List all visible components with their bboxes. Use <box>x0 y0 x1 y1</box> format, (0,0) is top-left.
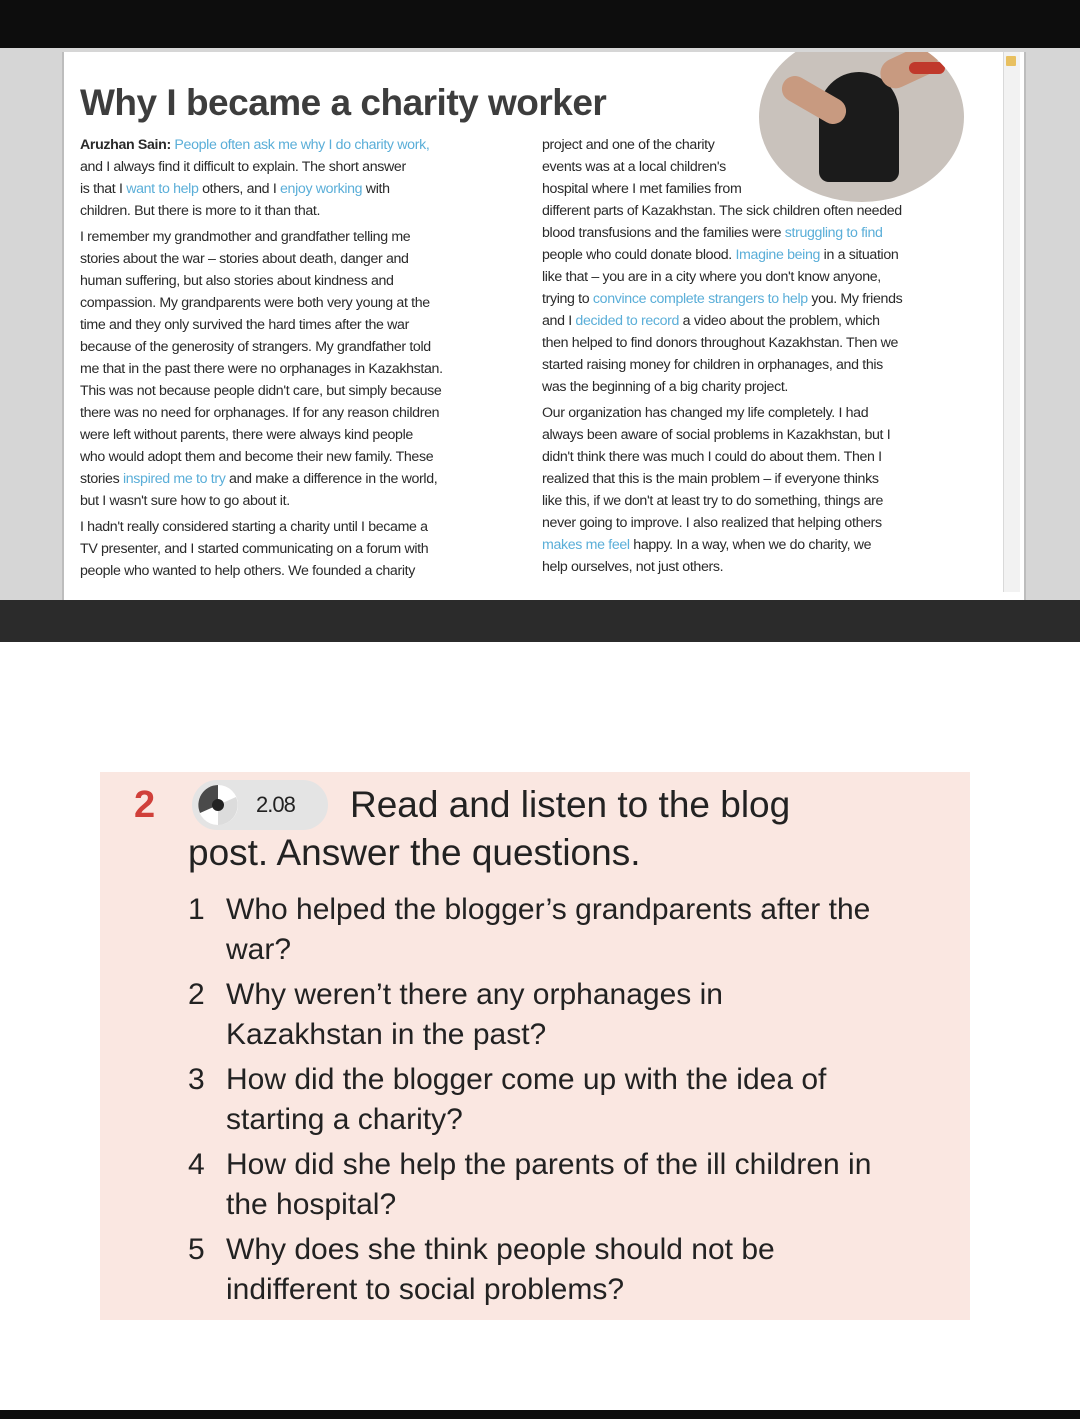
question-text-line1: How did she help the parents of the ill children in <box>226 1148 872 1181</box>
article-text: hospital where I met families from <box>542 181 742 197</box>
article-text: you. My friends <box>807 291 903 307</box>
article-line <box>542 512 902 534</box>
article-line <box>80 538 443 560</box>
article-text: never going to improve. I also realized that helping others <box>542 515 882 531</box>
article-line <box>80 516 443 538</box>
highlighted-phrase: want to help <box>126 181 199 197</box>
article-column-right <box>542 134 902 578</box>
article-text: This was not because people didn't care, but simply because <box>80 383 442 399</box>
question-number: 2 <box>188 978 205 1011</box>
article-text: because of the generosity of strangers. My grandfather told <box>80 339 431 355</box>
article-line <box>80 292 443 314</box>
highlighted-phrase: makes me feel <box>542 537 630 553</box>
article-text: is that I <box>80 181 127 197</box>
article-text: help ourselves, not just others. <box>542 559 724 575</box>
question-number: 3 <box>188 1063 205 1096</box>
question-text-line1: Who helped the blogger’s grandparents after the <box>226 893 871 926</box>
question-text-line1: Why weren’t there any orphanages in <box>226 978 723 1011</box>
article-text: were left without parents, there were always kind people <box>80 427 413 443</box>
article-line <box>80 248 443 270</box>
article-line <box>542 288 902 310</box>
question-list <box>188 890 946 1315</box>
article-line <box>542 354 902 376</box>
article-line <box>80 314 443 336</box>
article-text: people who wanted to help others. We founded a charity <box>80 563 415 579</box>
article-text: and make a difference in the world, <box>225 471 438 487</box>
article-line <box>542 402 902 424</box>
article-text: blood transfusions and the families were <box>542 225 785 241</box>
article-text: didn't think there was much I could do about them. Then I <box>542 449 882 465</box>
author-name: Aruzhan Sain: <box>80 137 171 153</box>
article-line <box>80 156 443 178</box>
article-line <box>542 424 902 446</box>
article-page <box>62 52 1026 600</box>
question-number: 5 <box>188 1233 205 1266</box>
article-line <box>542 332 902 354</box>
article-line <box>542 244 902 266</box>
question-text-line2: the hospital? <box>226 1188 397 1221</box>
article-text: but I wasn't sure how to go about it. <box>80 493 290 509</box>
question-text-line1: How did the blogger come up with the idea of <box>226 1063 827 1096</box>
question-number: 1 <box>188 893 205 926</box>
exercise-instruction-line2: post. Answer the questions. <box>188 832 641 873</box>
article-text: Our organization has changed my life completely. I had <box>542 405 869 421</box>
question-text-line1: Why does she think people should not be <box>226 1233 775 1266</box>
question-item <box>188 1145 946 1225</box>
article-line <box>542 556 902 578</box>
article-line <box>80 402 443 424</box>
article-text: I hadn't really considered starting a charity until I became a <box>80 519 428 535</box>
article-text: trying to <box>542 291 593 307</box>
article-text: and I always find it difficult to explain. The short answer <box>80 159 406 175</box>
highlighted-phrase: decided to record <box>575 313 680 329</box>
article-column-left <box>80 134 443 582</box>
article-line <box>80 358 443 380</box>
article-text: happy. In a way, when we do charity, we <box>629 537 872 553</box>
article-line <box>80 380 443 402</box>
article-line <box>80 468 443 490</box>
article-text: a video about the problem, which <box>679 313 880 329</box>
article-text: time and they only survived the hard times after the war <box>80 317 409 333</box>
article-text: project and one of the charity <box>542 137 715 153</box>
article-text: always been aware of social problems in Kazakhstan, but I <box>542 427 891 443</box>
scrollbar-track[interactable] <box>1003 52 1020 592</box>
top-black-bar <box>0 0 1080 48</box>
article-line <box>80 560 443 582</box>
article-line <box>542 468 902 490</box>
article-line <box>80 424 443 446</box>
article-line <box>542 376 902 398</box>
article-text: me that in the past there were no orphanages in Kazakhstan. <box>80 361 443 377</box>
article-text: stories about the war – stories about death, danger and <box>80 251 409 267</box>
article-line <box>80 270 443 292</box>
highlighted-phrase: struggling to find <box>784 225 883 241</box>
article-text: who would adopt them and become their new family. These <box>80 449 434 465</box>
article-line <box>542 446 902 468</box>
article-text: was the beginning of a big charity project. <box>542 379 788 395</box>
highlighted-phrase: inspired me to try <box>122 471 226 487</box>
article-text: like that – you are in a city where you don't know anyone, <box>542 269 881 285</box>
question-text-line2: Kazakhstan in the past? <box>226 1018 547 1051</box>
article-text: people who could donate blood. <box>542 247 736 263</box>
audio-cd-icon <box>196 783 240 827</box>
question-number: 4 <box>188 1148 205 1181</box>
highlighted-phrase: enjoy working <box>280 181 363 197</box>
article-line <box>542 156 902 178</box>
highlighted-phrase: Imagine being <box>735 247 821 263</box>
article-line <box>80 178 443 200</box>
article-line <box>80 446 443 468</box>
exercise-box <box>100 772 970 1320</box>
question-text-line2: indifferent to social problems? <box>226 1273 624 1306</box>
article-text: I remember my grandmother and grandfather telling me <box>80 229 411 245</box>
question-item <box>188 1230 946 1310</box>
article-text: human suffering, but also stories about kindness and <box>80 273 394 289</box>
article-text: in a situation <box>820 247 899 263</box>
article-line <box>80 200 443 222</box>
question-item <box>188 890 946 970</box>
question-item <box>188 975 946 1055</box>
dark-separator-band <box>0 600 1080 642</box>
article-text: different parts of Kazakhstan. The sick children often needed <box>542 203 902 219</box>
article-line <box>542 134 902 156</box>
article-line <box>80 134 443 156</box>
article-line <box>542 222 902 244</box>
article-text: events was at a local children's <box>542 159 726 175</box>
article-text: TV presenter, and I started communicating on a forum with <box>80 541 429 557</box>
article-text: compassion. My grandparents were both very young at the <box>80 295 430 311</box>
scroll-up-arrow-icon[interactable] <box>1006 56 1016 66</box>
article-line <box>542 534 902 556</box>
article-text: children. But there is more to it than that. <box>80 203 321 219</box>
article-line <box>542 266 902 288</box>
exercise-instruction-line1: Read and listen to the blog <box>350 784 791 825</box>
article-text: there was no need for orphanages. If for any reason children <box>80 405 440 421</box>
article-line <box>80 490 443 512</box>
article-text: realized that this is the main problem – if everyone thinks <box>542 471 879 487</box>
question-item <box>188 1060 946 1140</box>
article-text: stories <box>80 471 123 487</box>
audio-track-button[interactable] <box>192 780 328 830</box>
article-line <box>80 336 443 358</box>
highlighted-phrase: convince complete strangers to help <box>592 291 808 307</box>
question-text-line2: starting a charity? <box>226 1103 463 1136</box>
exercise-number: 2 <box>134 784 156 826</box>
article-text: like this, if we don't at least try to do something, things are <box>542 493 884 509</box>
bottom-black-bar <box>0 1410 1080 1419</box>
highlighted-phrase: People often ask me why I do charity work, <box>170 137 430 153</box>
article-text: others, and I <box>198 181 281 197</box>
article-text: then helped to find donors throughout Kazakhstan. Then we <box>542 335 899 351</box>
article-text: started raising money for children in orphanages, and this <box>542 357 883 373</box>
article-line <box>542 178 902 200</box>
article-line <box>542 490 902 512</box>
audio-track-number: 2.08 <box>256 792 295 817</box>
article-text: and I <box>542 313 576 329</box>
question-text-line2: war? <box>226 933 292 966</box>
article-line <box>80 226 443 248</box>
article-title: Why I became a charity worker <box>80 82 607 123</box>
article-line <box>542 310 902 332</box>
article-text: with <box>362 181 390 197</box>
article-line <box>542 200 902 222</box>
